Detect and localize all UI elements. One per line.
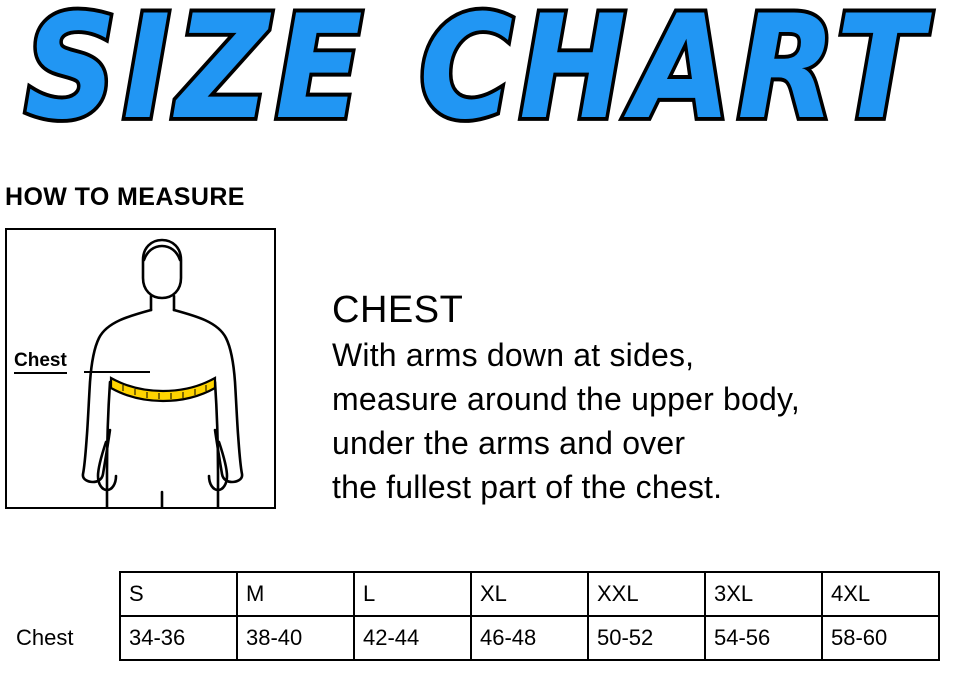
table-row — [8, 616, 939, 660]
description-line: under the arms and over — [332, 425, 686, 461]
description-heading: CHEST — [332, 289, 464, 331]
page-title: SIZE CHART — [24, 0, 930, 152]
table-row-label: Chest — [8, 616, 120, 660]
table-cell: 42-44 — [354, 616, 471, 660]
tape-measure — [111, 378, 215, 401]
description-line: With arms down at sides, — [332, 337, 695, 373]
table-header-cell: S — [120, 572, 237, 616]
table-cell: 38-40 — [237, 616, 354, 660]
description-line: measure around the upper body, — [332, 381, 800, 417]
page-title-block — [0, 0, 954, 150]
figure-chest-leader-line — [84, 371, 150, 373]
table-header-cell: 4XL — [822, 572, 939, 616]
table-cell: 34-36 — [120, 616, 237, 660]
table-header-cell: XL — [471, 572, 588, 616]
size-table — [8, 571, 940, 661]
description-line: the fullest part of the chest. — [332, 469, 723, 505]
table-header-cell: XXL — [588, 572, 705, 616]
table-cell: 54-56 — [705, 616, 822, 660]
table-header-cell: L — [354, 572, 471, 616]
figure-chest-callout-label: Chest — [14, 351, 67, 374]
table-cell: 58-60 — [822, 616, 939, 660]
table-header-row — [8, 572, 939, 616]
table-corner-cell — [8, 572, 120, 616]
table-cell: 50-52 — [588, 616, 705, 660]
how-to-measure-heading: HOW TO MEASURE — [5, 183, 245, 211]
table-cell: 46-48 — [471, 616, 588, 660]
description-block — [332, 287, 942, 509]
table-header-cell: M — [237, 572, 354, 616]
table-header-cell: 3XL — [705, 572, 822, 616]
